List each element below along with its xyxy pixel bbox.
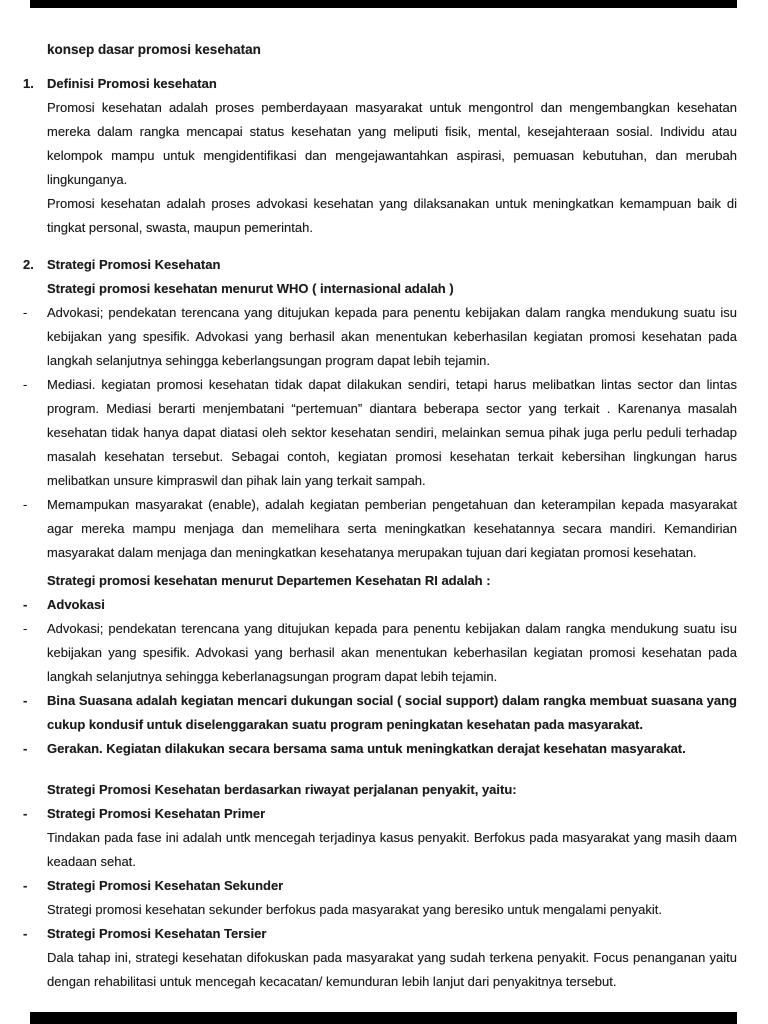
bullet-marker: -	[23, 878, 28, 893]
bullet-marker: -	[23, 926, 28, 941]
bullet-text: Advokasi; pendekatan terencana yang ditujukan kepada para penentu kebijakan dalam rangka mendukung suatu isu kebijakan yang spesifik. Advokasi yang berhasil akan menentukan keberhasilan kegiatan promosi kesehatan pada langkah selanjutnya sehingga keberlangsungan program dapat lebih tejamin.	[47, 305, 737, 368]
numbered-item-definisi	[23, 72, 737, 96]
subheading-riwayat: Strategi Promosi Kesehatan berdasarkan riwayat perjalanan penyakit, yaitu:	[47, 782, 517, 797]
paragraph: Strategi promosi kesehatan sekunder berfokus pada masyarakat yang beresiko untuk mengalami penyakit.	[47, 902, 662, 917]
bullet-marker: -	[23, 497, 28, 512]
subheading-who: Strategi promosi kesehatan menurut WHO ( internasional adalah )	[47, 281, 454, 296]
bullet-item	[23, 802, 737, 826]
bullet-item	[23, 301, 737, 373]
section-heading: Strategi Promosi Kesehatan	[47, 257, 221, 272]
paragraph: Dala tahap ini, strategi kesehatan difokuskan pada masyarakat yang sudah terkena penyakit. Focus penanganan yaitu dengan rehabilitasi untuk mencegah kecacatan/ kemunduran lebih lanjut dari penyakitnya tersebut.	[47, 950, 737, 989]
bullet-text: Memampukan masyarakat (enable), adalah kegiatan pemberian pengetahuan dan keterampilan kepada masyarakat agar mereka mampu menjaga dan memelihara serta meningkatkan kesehatannya secara mandiri. Kemandirian masyarakat dalam menjaga dan meningkatkan kesehatanya merupakan tujuan dari kegiatan promosi kesehatan.	[47, 497, 737, 560]
subheading-depkes: Strategi promosi kesehatan menurut Departemen Kesehatan RI adalah :	[47, 573, 491, 588]
bullet-marker: -	[23, 597, 28, 612]
bullet-text: Strategi Promosi Kesehatan Tersier	[47, 926, 267, 941]
bullet-text: Strategi Promosi Kesehatan Sekunder	[47, 878, 284, 893]
bullet-marker: -	[23, 621, 28, 636]
bullet-item	[23, 874, 737, 898]
bullet-marker: -	[23, 693, 28, 708]
bullet-marker: -	[23, 305, 28, 320]
bullet-text: Strategi Promosi Kesehatan Primer	[47, 806, 266, 821]
list-number: 2.	[23, 257, 34, 272]
paragraph: Promosi kesehatan adalah proses pemberdayaan masyarakat untuk mengontrol dan mengembangkan kesehatan mereka dalam rangka mencapai status kesehatan yang meliputi fisik, mental, kesejahteraan sosial. Individu atau kelompok mampu untuk mengidentifikasi dan mengejawantahkan aspirasi, pemuasan kebutuhan, dan merubah lingkunganya.	[47, 100, 737, 187]
paragraph: Promosi kesehatan adalah proses advokasi kesehatan yang dilaksanakan untuk meningkatkan kemampuan baik di tingkat personal, swasta, maupun pemerintah.	[47, 196, 737, 235]
bullet-marker: -	[23, 377, 28, 392]
bullet-item	[23, 617, 737, 689]
bullet-item	[23, 922, 737, 946]
bullet-item	[23, 689, 737, 737]
page-title: konsep dasar promosi kesehatan	[47, 42, 261, 57]
bullet-item	[23, 593, 737, 617]
bullet-text: Advokasi	[47, 597, 105, 612]
paragraph: Tindakan pada fase ini adalah untk mencegah terjadinya kasus penyakit. Berfokus pada masyarakat yang masih daam keadaan sehat.	[47, 830, 737, 869]
bullet-marker: -	[23, 741, 28, 756]
list-number: 1.	[23, 76, 34, 91]
bullet-text: Bina Suasana adalah kegiatan mencari dukungan social ( social support) dalam rangka membuat suasana yang cukup kondusif untuk diselenggarakan suatu program peningkatan kesehatan pada masyarakat.	[47, 693, 737, 732]
numbered-item-strategi	[23, 253, 737, 277]
bullet-text: Gerakan. Kegiatan dilakukan secara bersama sama untuk meningkatkan derajat kesehatan masyarakat.	[47, 741, 686, 756]
bullet-text: Mediasi. kegiatan promosi kesehatan tidak dapat dilakukan sendiri, tetapi harus melibatkan lintas sector dan lintas program. Mediasi berarti menjembatani “pertemuan” diantara beberapa sector yang terkait . Karenanya masalah kesehatan tidak hanya dapat diatasi oleh sektor kesehatan sendiri, melainkan semua pihak juga perlu peduli terhadap masalah kesehatan tersebut. Sebagai contoh, kegiatan promosi kesehatan terkait kebersihan lingkungan harus melibatkan unsure kimpraswil dan pihak lain yang terkait sampah.	[47, 377, 737, 488]
bullet-marker: -	[23, 806, 28, 821]
scan-edge-bottom-bar	[30, 1012, 737, 1024]
section-heading: Definisi Promosi kesehatan	[47, 76, 217, 91]
bullet-item	[23, 737, 737, 761]
bullet-item	[23, 373, 737, 493]
bullet-item	[23, 493, 737, 565]
scan-edge-top-bar	[30, 0, 737, 8]
bullet-text: Advokasi; pendekatan terencana yang ditujukan kepada para penentu kebijakan dalam rangka mendukung suatu isu kebijakan yang spesifik. Advokasi yang berhasil akan menentukan keberhasilan kegiatan promosi kesehatan pada langkah selanjutnya sehingga keberlanagsungan program dapat lebih tejamin.	[47, 621, 737, 684]
